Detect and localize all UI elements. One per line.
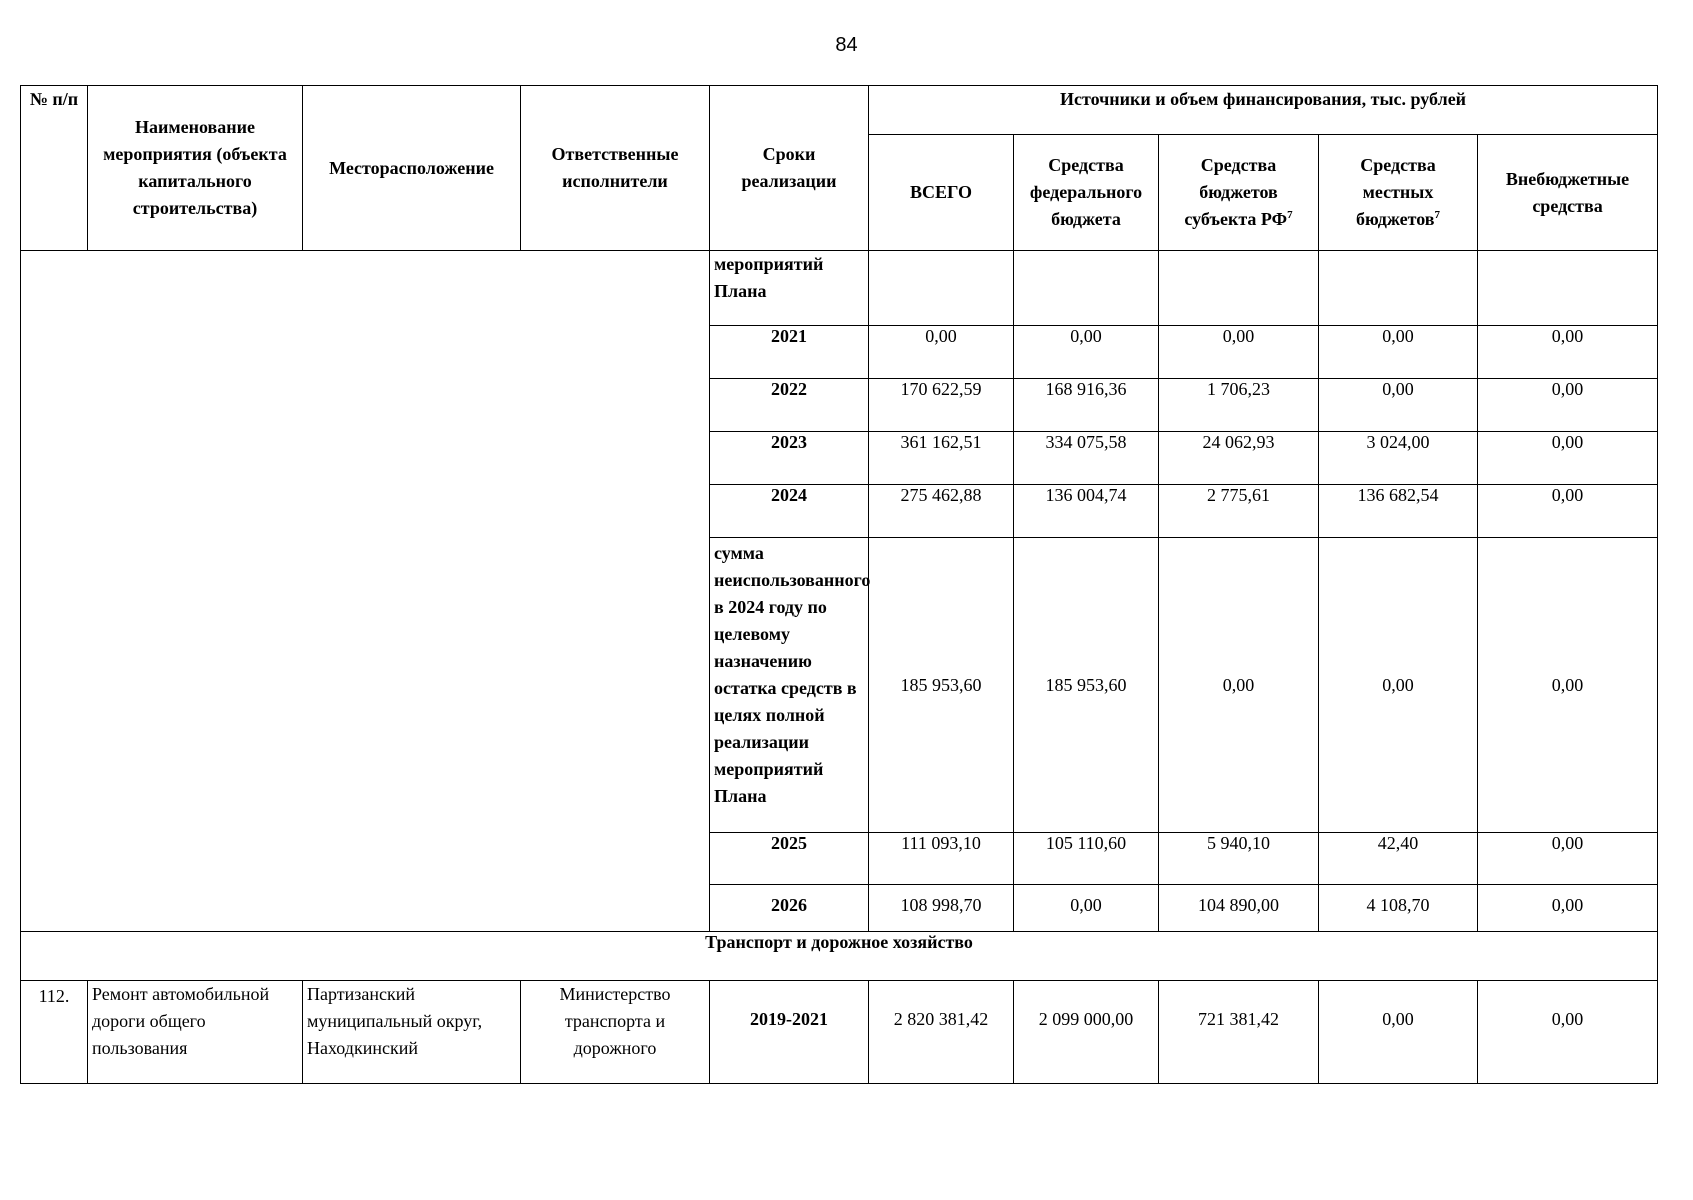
unused-funds-label: сумма неиспользованного в 2024 году по целевому назначению остатка средств в целях полной реализации мероприятий Плана [710,538,869,833]
empty-cell [1319,251,1478,326]
extra-cell: 0,00 [1478,326,1658,379]
local-cell: 0,00 [1319,981,1478,1084]
period-cell: 2024 [710,485,869,538]
header-subject [1159,135,1319,251]
header-num: № п/п [21,86,88,251]
extra-cell: 0,00 [1478,981,1658,1084]
total-cell: 185 953,60 [869,538,1014,833]
table-row [21,251,1658,326]
empty-cell [1014,251,1159,326]
federal-cell: 334 075,58 [1014,432,1159,485]
federal-cell: 185 953,60 [1014,538,1159,833]
table-row [21,981,1658,1084]
extra-cell: 0,00 [1478,885,1658,932]
header-subject-text: Средства бюджетов субъекта РФ [1184,155,1288,229]
total-cell: 108 998,70 [869,885,1014,932]
extra-cell: 0,00 [1478,833,1658,885]
item-num: 112. [21,981,88,1084]
header-period: Сроки реализации [710,86,869,251]
extra-cell: 0,00 [1478,379,1658,432]
merged-empty-cell [21,251,710,932]
extra-cell: 0,00 [1478,432,1658,485]
extra-cell: 0,00 [1478,485,1658,538]
subject-cell: 1 706,23 [1159,379,1319,432]
continuation-label: мероприятий Плана [710,251,869,326]
subject-cell: 0,00 [1159,538,1319,833]
total-cell: 361 162,51 [869,432,1014,485]
header-location: Месторасположение [303,86,521,251]
empty-cell [869,251,1014,326]
period-cell: 2021 [710,326,869,379]
federal-cell: 168 916,36 [1014,379,1159,432]
subject-cell: 0,00 [1159,326,1319,379]
header-total: ВСЕГО [869,135,1014,251]
federal-cell: 0,00 [1014,885,1159,932]
local-cell: 3 024,00 [1319,432,1478,485]
header-sources-title: Источники и объем финансирования, тыс. рублей [869,86,1658,135]
total-cell: 2 820 381,42 [869,981,1014,1084]
federal-cell: 105 110,60 [1014,833,1159,885]
subject-cell: 2 775,61 [1159,485,1319,538]
period-cell: 2026 [710,885,869,932]
section-title: Транспорт и дорожное хозяйство [21,932,1658,981]
federal-cell: 2 099 000,00 [1014,981,1159,1084]
subject-cell: 721 381,42 [1159,981,1319,1084]
period-cell: 2023 [710,432,869,485]
item-period: 2019-2021 [710,981,869,1084]
empty-cell [1478,251,1658,326]
total-cell: 111 093,10 [869,833,1014,885]
header-row-1 [21,86,1658,135]
extra-cell: 0,00 [1478,538,1658,833]
header-federal: Средства федерального бюджета [1014,135,1159,251]
item-location: Партизанский муниципальный округ, Находкинский [303,981,521,1084]
subject-cell: 24 062,93 [1159,432,1319,485]
local-cell: 0,00 [1319,379,1478,432]
empty-cell [1159,251,1319,326]
header-local-text: Средства местных бюджетов [1355,155,1436,229]
local-cell: 42,40 [1319,833,1478,885]
page-number: 84 [835,34,858,56]
header-responsible: Ответственные исполнители [521,86,710,251]
header-extra: Внебюджетные средства [1478,135,1658,251]
total-cell: 275 462,88 [869,485,1014,538]
footnote-marker: 7 [1287,209,1293,221]
local-cell: 0,00 [1319,326,1478,379]
local-cell: 136 682,54 [1319,485,1478,538]
subject-cell: 5 940,10 [1159,833,1319,885]
financing-table [20,85,1658,1084]
local-cell: 0,00 [1319,538,1478,833]
header-local [1319,135,1478,251]
local-cell: 4 108,70 [1319,885,1478,932]
total-cell: 0,00 [869,326,1014,379]
period-cell: 2022 [710,379,869,432]
total-cell: 170 622,59 [869,379,1014,432]
section-row [21,932,1658,981]
item-responsible: Министерство транспорта и дорожного [521,981,710,1084]
header-name: Наименование мероприятия (объекта капитального строительства) [88,86,303,251]
subject-cell: 104 890,00 [1159,885,1319,932]
period-cell: 2025 [710,833,869,885]
federal-cell: 136 004,74 [1014,485,1159,538]
federal-cell: 0,00 [1014,326,1159,379]
item-name: Ремонт автомобильной дороги общего пользования [88,981,303,1084]
footnote-marker: 7 [1434,209,1440,221]
